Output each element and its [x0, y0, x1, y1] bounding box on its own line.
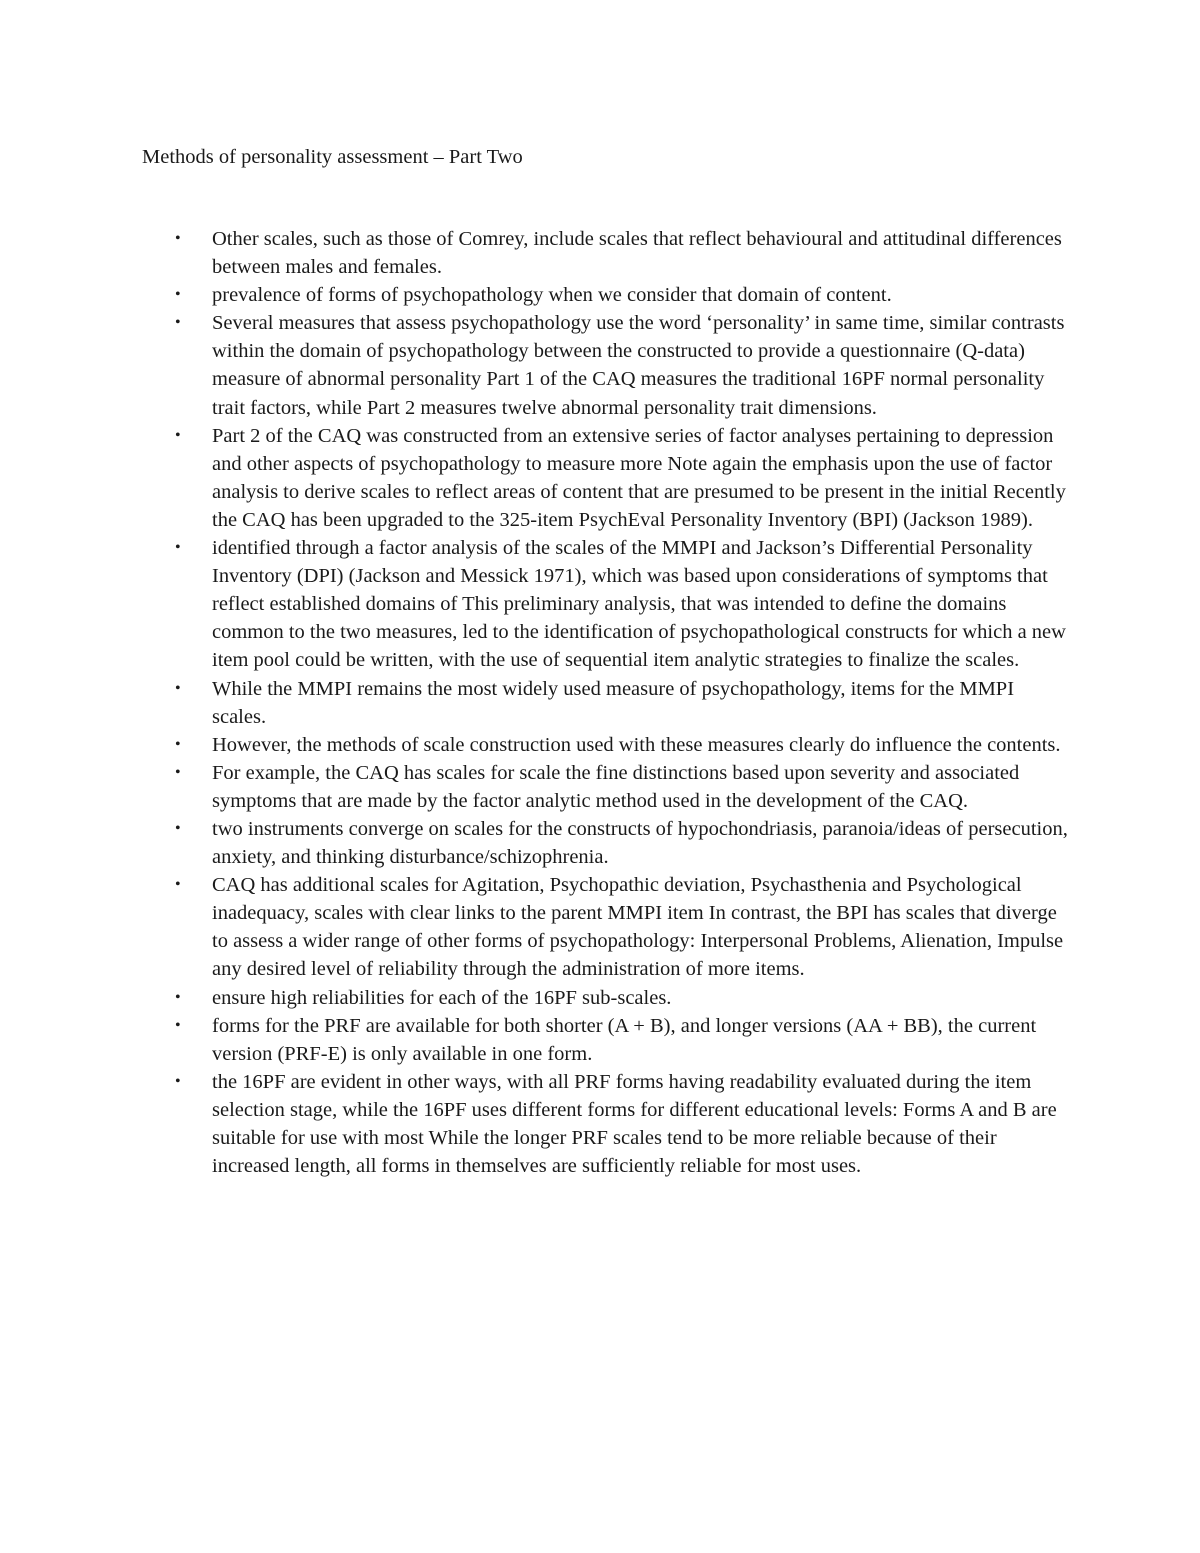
list-item-text: identified through a factor analysis of the scales of the MMPI and Jackson’s Differential Personality Inventory (DPI) (Jackson and Messick 1971), which was based upon considerations of symptoms that reflect established domains of This preliminary analysis, that was intended to define the domains common to the two measures, led to the identification of psychopathological constructs for which a new item pool could be written, with the use of sequential item analytic strategies to finalize the scales.	[212, 537, 1066, 672]
list-item	[142, 759, 1070, 815]
list-item-text: Several measures that assess psychopathology use the word ‘personality’ in same time, similar contrasts within the domain of psychopathology between the constructed to provide a questionnaire (Q-data) measure of abnormal personality Part 1 of the CAQ measures the traditional 16PF normal personality trait factors, while Part 2 measures twelve abnormal personality trait dimensions.	[212, 312, 1065, 419]
list-item-text: For example, the CAQ has scales for scale the fine distinctions based upon severity and associated symptoms that are made by the factor analytic method used in the development of the CAQ.	[212, 761, 1020, 812]
list-item	[142, 281, 1070, 309]
bullet-icon: •	[175, 230, 181, 247]
bullet-icon: •	[175, 763, 181, 781]
list-item-text: ensure high reliabilities for each of the 16PF sub-scales.	[212, 986, 672, 1009]
bullet-icon: •	[175, 1016, 181, 1034]
document-title: Methods of personality assessment – Part Two	[142, 146, 523, 168]
list-item	[142, 309, 1070, 421]
bullet-icon: •	[175, 735, 181, 753]
bullet-icon: •	[175, 876, 181, 894]
bullet-icon: •	[175, 426, 181, 444]
list-item-text: Part 2 of the CAQ was constructed from an extensive series of factor analyses pertaining to depression and other aspects of psychopathology to measure more Note again the emphasis upon the use of factor analysis to derive scales to reflect areas of content that are presumed to be present in the initial Recently the CAQ has been upgraded to the 325-item PsychEval Personality Inventory (BPI) (Jackson 1989).	[212, 424, 1066, 531]
bullet-icon: •	[175, 819, 181, 837]
list-item-text: While the MMPI remains the most widely used measure of psychopathology, items for the MMPI scales.	[212, 677, 1015, 728]
bullet-icon: •	[175, 286, 181, 304]
list-item-text: prevalence of forms of psychopathology when we consider that domain of content.	[212, 284, 892, 307]
bullet-list	[142, 225, 1070, 1180]
list-item-text: the 16PF are evident in other ways, with all PRF forms having readability evaluated during the item selection stage, while the 16PF uses different forms for different educational levels: Forms A and B are suitable for use with most While the longer PRF scales tend to be more reliable because of their increased length, all forms in themselves are sufficiently reliable for most uses.	[212, 1070, 1057, 1178]
list-item	[142, 871, 1070, 983]
list-item	[142, 1068, 1070, 1180]
list-item	[142, 815, 1070, 871]
list-item	[142, 984, 1070, 1012]
list-item	[142, 422, 1070, 534]
list-item	[142, 675, 1070, 731]
list-item	[142, 731, 1070, 759]
bullet-icon: •	[175, 988, 181, 1006]
bullet-icon: •	[175, 539, 181, 557]
list-item-text: However, the methods of scale construction used with these measures clearly do influence the contents.	[212, 733, 1061, 756]
list-item	[142, 225, 1070, 281]
bullet-icon: •	[175, 1072, 181, 1090]
bullet-icon: •	[175, 679, 181, 697]
list-item	[142, 534, 1070, 674]
list-item-text: Other scales, such as those of Comrey, include scales that reflect behavioural and attitudinal differences between males and females.	[212, 228, 1062, 279]
list-item-text: two instruments converge on scales for the constructs of hypochondriasis, paranoia/ideas of persecution, anxiety, and thinking disturbance/schizophrenia.	[212, 817, 1068, 869]
bullet-icon: •	[175, 314, 181, 332]
list-item-text: forms for the PRF are available for both shorter (A + B), and longer versions (AA + BB), the current version (PRF-E) is only available in one form.	[212, 1014, 1037, 1065]
list-item-text: CAQ has additional scales for Agitation, Psychopathic deviation, Psychasthenia and Psychological inadequacy, scales with clear links to the parent MMPI item In contrast, the BPI has scales that diverge to assess a wider range of other forms of psychopathology: Interpersonal Problems, Alienation, Impulse any desired level of reliability through the administration of more items.	[212, 874, 1064, 981]
list-item	[142, 1012, 1070, 1068]
